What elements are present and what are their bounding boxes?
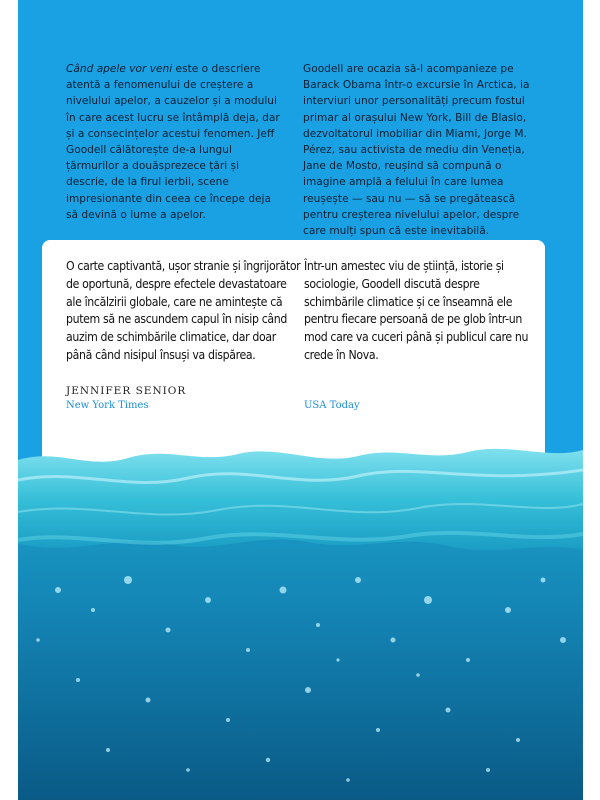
review-source-usa-today: USA Today [304,400,360,411]
book-title-italic: Când apele vor veni [66,63,173,75]
book-back-cover [18,0,583,800]
description-left-column [66,61,282,223]
underwater-illustration [18,440,583,800]
review-quote-usa-today: Într-un amestec viu de știință, istorie și sociologie, Goodell discută despre schimbările climatice și ce înseamnă ele pentru fiecare persoană de pe glob într-un mod care va cuceri până și publicul care nu crede în Nova. [304,259,529,362]
review-author-nyt: JENNIFER SENIOR [66,385,187,397]
review-source-nyt: New York Times [66,400,149,411]
review-quotes-panel [42,240,545,470]
review-quote-nyt: O carte captivantă, ușor stranie și îngrijorător de oportună, despre efectele devastatoare ale încălzirii globale, care ne amintește că putem să ne ascundem capul în nisip când auzim de schimbările climatice, dar doar până când nisipul însuși va dispărea. [66,259,301,362]
description-left-text: este o descriere atentă a fenomenului de creștere a nivelului apelor, a cauzelor și a modului în care acest lucru se întâmplă deja, dar și a consecințelor acestui fenomen. Jeff Goodell călătorește de-a lungul țărmurilor a douăsprezece țări și descrie, de la firul ierbii, scene impresionante din ceea ce începe deja să devină o lume a apelor. [66,63,280,221]
description-right-column: Goodell are ocazia să-l acompanieze pe Barack Obama într-o excursie în Arctica, ia interviuri unor personalități precum fostul primar al orașului New York, Bill de Blasio, dezvoltatorul imobiliar din Miami, Jorge M. Pérez, sau activista de mediu din Veneția, Jane de Mosto, reușind să compună o imagine amplă a felului în care lumea reușește — sau nu — să se pregătească pentru creșterea nivelului apelor, despre care mulți spun că este inevitabilă. [303,63,530,238]
